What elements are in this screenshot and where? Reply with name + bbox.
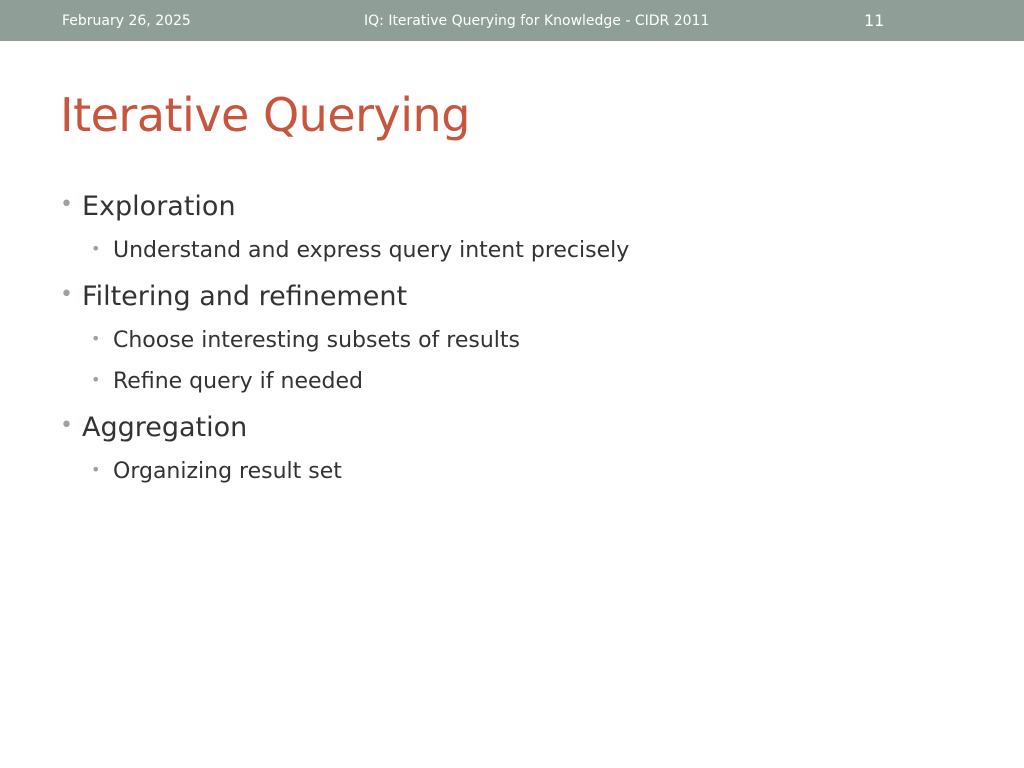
bullet-text: Understand and express query intent precisely xyxy=(113,238,630,263)
bullet-text: Organizing result set xyxy=(113,459,342,484)
header-date: February 26, 2025 xyxy=(62,13,191,29)
bullet-item xyxy=(60,412,248,443)
bullet-dot-icon: • xyxy=(60,192,73,217)
bullet-dot-icon: • xyxy=(60,413,73,438)
header-footer-title: IQ: Iterative Querying for Knowledge - CIDR 2011 xyxy=(364,13,710,29)
bullet-text: Aggregation xyxy=(82,412,248,443)
bullet-dot-icon: • xyxy=(91,329,101,348)
bullet-dot-icon: • xyxy=(91,370,101,389)
bullet-dot-icon: • xyxy=(91,239,101,258)
bullet-text: Refine query if needed xyxy=(113,369,363,394)
bullet-item xyxy=(91,328,520,353)
slide-page-number: 11 xyxy=(864,11,885,30)
slide-title: Iterative Querying xyxy=(60,88,470,142)
bullet-item xyxy=(91,238,630,263)
bullet-item xyxy=(60,191,236,222)
bullet-text: Exploration xyxy=(82,191,236,222)
bullet-item xyxy=(91,459,342,484)
bullet-dot-icon: • xyxy=(91,460,101,479)
bullet-text: Choose interesting subsets of results xyxy=(113,328,520,353)
bullet-item xyxy=(60,281,408,312)
bullet-text: Filtering and refinement xyxy=(82,281,408,312)
bullet-item xyxy=(91,369,363,394)
bullet-dot-icon: • xyxy=(60,282,73,307)
